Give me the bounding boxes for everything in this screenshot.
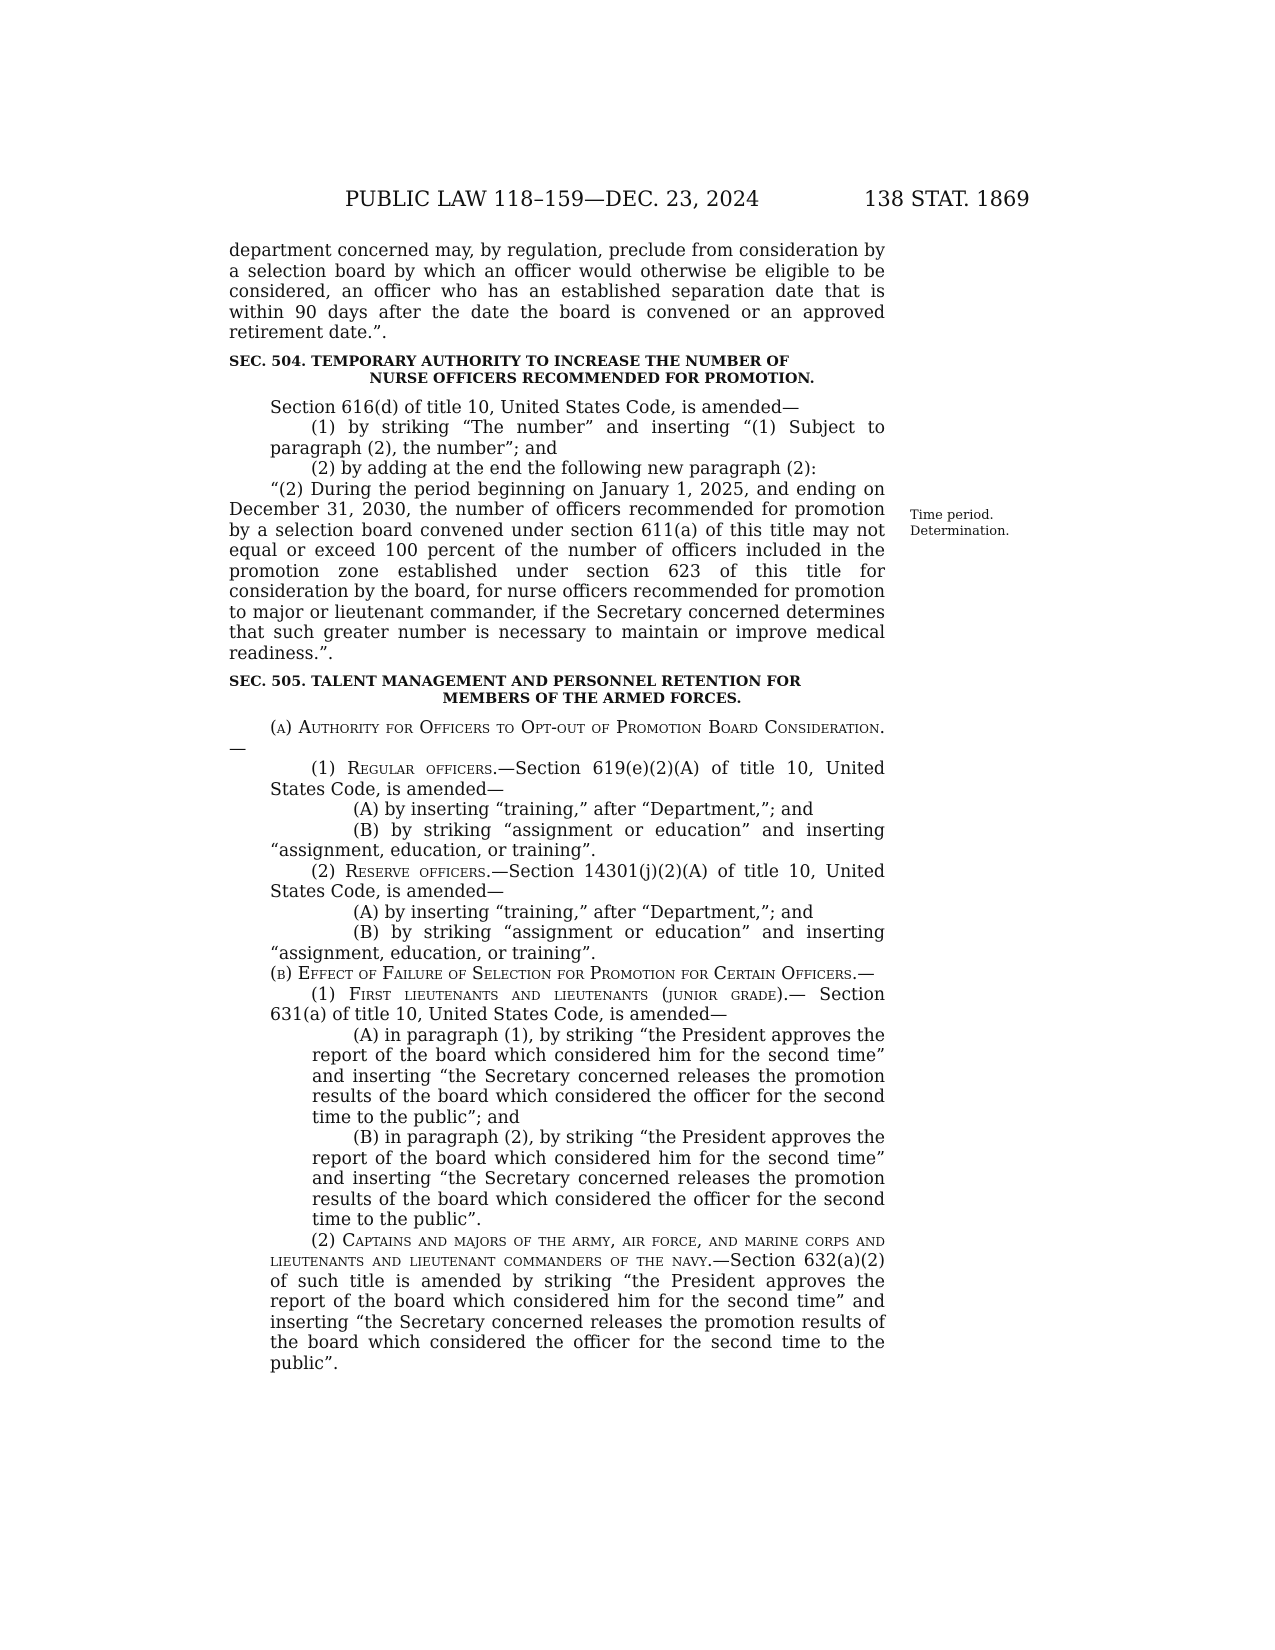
paragraph-text: —Section 632(a)(2) of such title is amended by striking “the President approves the report of the board which considered him for the second time” and inserting “the Secretary concerned releases the promotion results of the board which considered the officer for the second time to the public”. xyxy=(270,1251,886,1374)
page-number: 138 STAT. 1869 xyxy=(864,187,1030,211)
section-title: SEC. 505. TALENT MANAGEMENT AND PERSONNEL RETENTION FOR xyxy=(229,674,801,690)
paragraph: (1) by striking “The number” and inserting “(1) Subject to paragraph (2), the number”; and xyxy=(270,418,885,459)
section-title-cont: MEMBERS OF THE ARMED FORCES. xyxy=(442,691,742,707)
paragraph: (A) by inserting “training,” after “Department,”; and xyxy=(353,800,814,820)
paragraph: (A) in paragraph (1), by striking “the President approves the report of the board which considered him for the second time” and inserting “the Secretary concerned releases the promotion results of the board which considered the officer for the second time to the public”; and xyxy=(312,1025,885,1128)
section-title: SEC. 504. TEMPORARY AUTHORITY TO INCREASE THE NUMBER OF xyxy=(229,353,789,370)
section-heading xyxy=(229,674,885,708)
paragraph-text: —Section 619(e)(2)(A) of title 10, United States Code, is amended— xyxy=(270,759,885,800)
paragraph-text: —Section 14301(j)(2)(A) of title 10, United States Code, is amended— xyxy=(270,861,885,902)
paragraph xyxy=(229,759,885,800)
section-title-cont: NURSE OFFICERS RECOMMENDED FOR PROMOTION. xyxy=(369,370,815,387)
paragraph: (B) in paragraph (2), by striking “the President approves the report of the board which considered him for the second time” and inserting “the Secretary concerned releases the promotion results of the board which considered the officer for the second time to the public”. xyxy=(312,1128,885,1230)
margin-note-line: Determination. xyxy=(910,524,1010,539)
subsection-heading: (b) Effect of Failure of Selection for Promotion for Certain Officers.— xyxy=(270,964,875,984)
paragraph-heading: (1) First lieutenants and lieutenants (junior grade). xyxy=(311,984,789,1005)
document-body xyxy=(229,241,885,1374)
paragraph-heading: (1) Regular officers. xyxy=(311,759,498,779)
paragraph: department concerned may, by regulation, preclude from consideration by a selection board by which an officer would otherwise be eligible to be considered, an officer who has an established separation date that is within 90 days after the date the board is convened or an approved retirement date.”. xyxy=(229,241,885,343)
paragraph: (A) by inserting “training,” after “Department,”; and xyxy=(353,902,814,923)
quoted-paragraph: “(2) During the period beginning on January 1, 2025, and ending on December 31, 2030, the number of officers recommended for promotion by a selection board convened under section 611(a) of this title may not equal or exceed 100 percent of the number of officers included in the promotion zone established under section 623 of this title for consideration by the board, for nurse officers recommended for promotion to major or lieutenant commander, if the Secretary concerned determines that such greater number is necessary to maintain or improve medical readiness.”. xyxy=(229,479,885,664)
paragraph-text: — Section 631(a) of title 10, United States Code, is amended— xyxy=(270,984,886,1025)
margin-note-line: Time period. xyxy=(910,508,994,523)
subsection-heading: (a) Authority for Officers to Opt-out of Promotion Board Consideration.— xyxy=(229,718,885,759)
paragraph: (B) by striking “assignment or education” and inserting “assignment, education, or training”. xyxy=(270,923,885,964)
margin-note xyxy=(910,508,1010,540)
paragraph-heading: (2) Captains and majors of the army, air force, and marine corps and lieutenants and lieutenant commanders of the navy. xyxy=(270,1230,885,1271)
paragraph xyxy=(229,862,885,903)
running-header: PUBLIC LAW 118–159—DEC. 23, 2024 xyxy=(345,187,760,211)
section-heading xyxy=(229,354,885,388)
paragraph: (2) by adding at the end the following new paragraph (2): xyxy=(311,459,817,479)
paragraph xyxy=(229,1231,885,1375)
paragraph xyxy=(229,985,885,1026)
paragraph: (B) by striking “assignment or education” and inserting “assignment, education, or training”. xyxy=(270,820,885,861)
paragraph-heading: (2) Reserve officers. xyxy=(311,861,492,882)
paragraph: Section 616(d) of title 10, United States Code, is amended— xyxy=(270,397,800,418)
